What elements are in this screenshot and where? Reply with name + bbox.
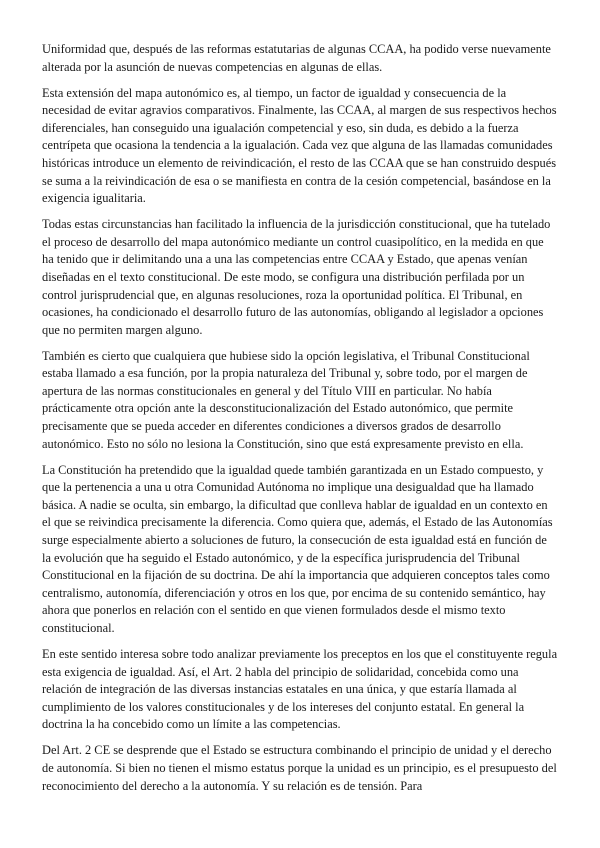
document-page xyxy=(42,41,558,803)
paragraph-6: En este sentido interesa sobre todo analizar previamente los preceptos en los que el constituyente regula esta exigencia de igualdad. Así, el Art. 2 habla del principio de solidaridad, concebida como una relación de integración de las diversas instancias estatales en una única, y que estaría llamada al cumplimiento de los valores constitucionales y de los intereses del conjunto estatal. En general la doctrina la ha concebido como un límite a las competencias. xyxy=(42,646,558,732)
paragraph-3: Todas estas circunstancias han facilitado la influencia de la jurisdicción constitucional, que ha tutelado el proceso de desarrollo del mapa autonómico mediante un control cuasipolítico, en la medida en que ha tenido que ir delimitando una a una las competencias entre CCAA y Estado, que apenas venían diseñadas en el texto constitucional. De este modo, se configura una distribución perfilada por un control jurisprudencial que, en algunas resoluciones, roza la oportunidad política. El Tribunal, en ocasiones, ha condicionado el desarrollo futuro de las autonomías, obligando al legislador a opciones que no permiten margen alguno. xyxy=(42,217,551,337)
paragraph-1: Uniformidad que, después de las reformas estatutarias de algunas CCAA, ha podido verse nuevamente alterada por la asunción de nuevas competencias en algunas de ellas. xyxy=(42,42,551,74)
paragraph-2: Esta extensión del mapa autonómico es, al tiempo, un factor de igualdad y consecuencia de la necesidad de evitar agravios comparativos. Finalmente, las CCAA, al margen de sus respectivos hechos diferenciales, han conseguido una igualación competencial y eso, sin duda, es debido a la fuerza centrípeta que ocasiona la tendencia a la igualación. Cada vez que alguna de las llamadas comunidades históricas introduce un elemento de reivindicación, el resto de las CCAA que se han construido después se suma a la reivindicación de esa o se manifiesta en contra de la cesión competencial, basándose en la exigencia igualitaria. xyxy=(42,85,557,206)
paragraph-4: También es cierto que cualquiera que hubiese sido la opción legislativa, el Tribunal Constitucional estaba llamado a esa función, por la propia naturaleza del Tribunal y, sobre todo, por el margen de apertura de las normas constitucionales en general y del Título VIII en particular. No había prácticamente otra opción ante la desconstitucionalización del Estado autonómico, que permite precisamente que se pueda acceder en diferentes condiciones a diversos grados de desarrollo autonómico. Esto no sólo no lesiona la Constitución, sino que está expresamente previsto en ella. xyxy=(42,348,530,451)
paragraph-5: La Constitución ha pretendido que la igualdad quede también garantizada en un Estado compuesto, y que la pertenencia a una u otra Comunidad Autónoma no implique una desigualdad que ha llamado básica. A nadie se oculta, sin embargo, la dificultad que conlleva hablar de igualdad en un contexto en el que se reivindica precisamente la diferencia. Como quiera que, además, el Estado de las Autonomías surge especialmente abierto a soluciones de futuro, la consecución de esta igualdad está en función de la evolución que ha seguido el Estado autonómico, y de la específica jurisprudencia del Tribunal Constitucional en la fijación de su doctrina. De ahí la importancia que adquieren conceptos tales como centralismo, autonomía, diferenciación y otros en los que, por encima de su contenido semántico, hay ahora que ponerlos en relación con el sentido en que vienen formulados desde el mismo texto constitucional. xyxy=(42,462,553,635)
paragraph-7: Del Art. 2 CE se desprende que el Estado se estructura combinando el principio de unidad y el derecho de autonomía. Si bien no tienen el mismo estatus porque la unidad es un principio, es el presupuesto del reconocimiento del derecho a la autonomía. Y su relación es de tensión. Para xyxy=(42,743,557,793)
